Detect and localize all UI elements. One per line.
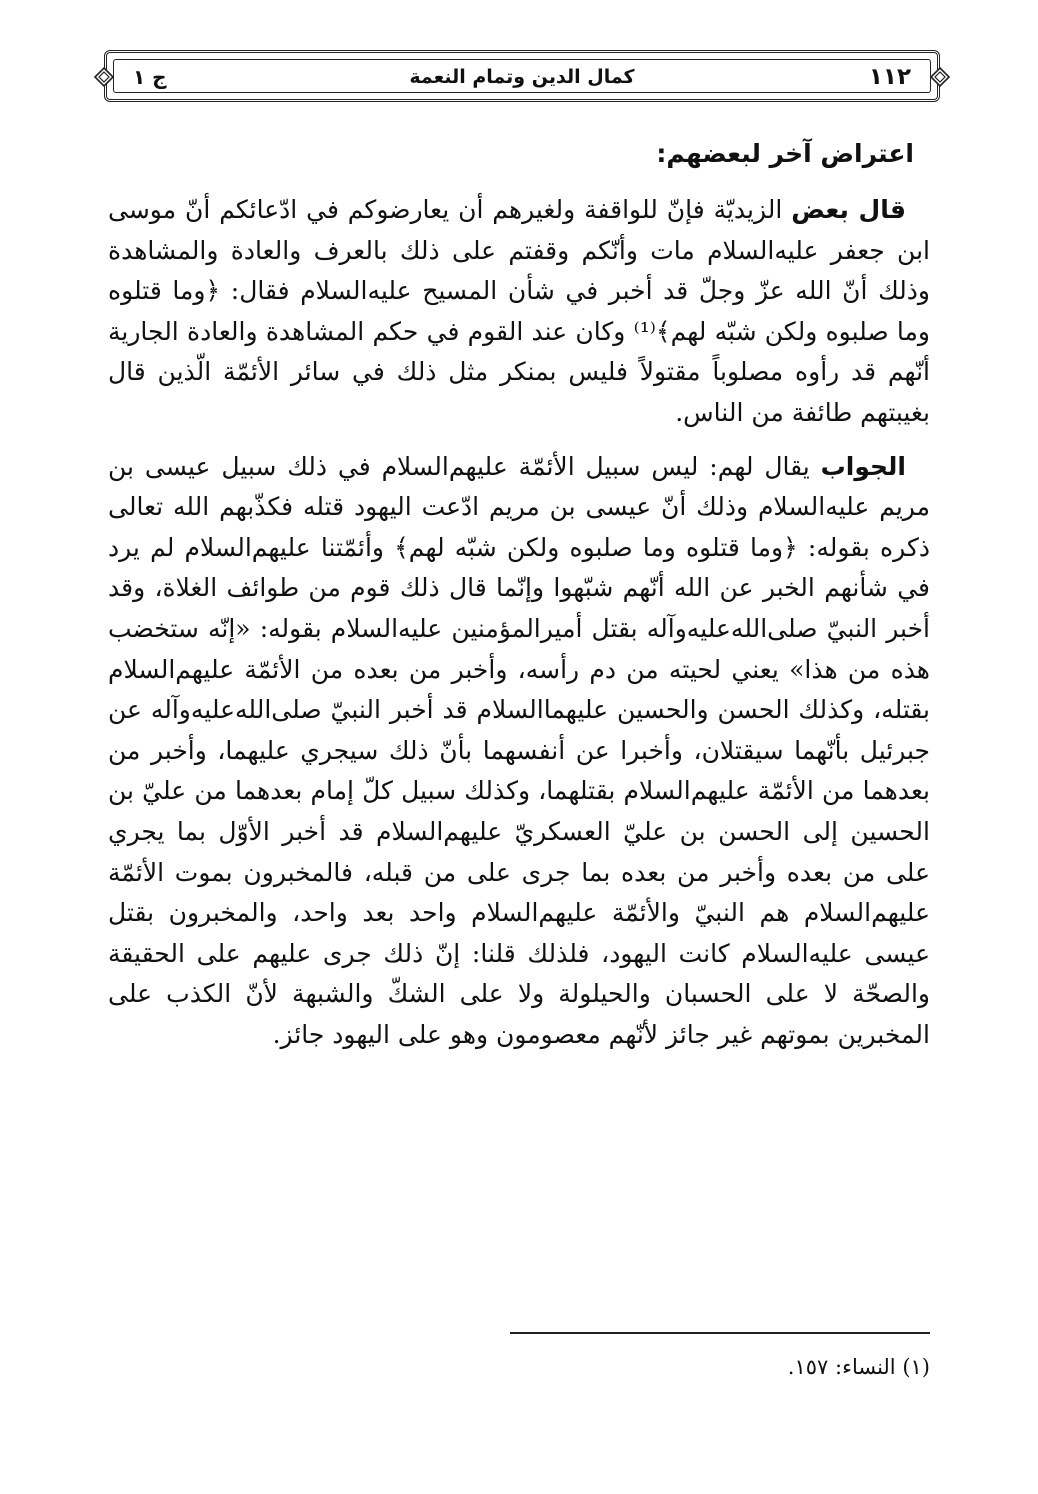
page-header xyxy=(104,50,940,102)
page-number: ١١٢ xyxy=(868,64,911,90)
paragraph-text: الزيديّة فإنّ للواقفة ولغيرهم أن يعارضوكم في ادّعائكم أنّ موسى ابن جعفر عليه‌السلام مات وأنّكم وقفتم على ذلك بالعرف والعادة والمشاهدة وذلك أنّ الله عزّ وجلّ قد أخبر في شأن المسيح عليه‌السلام فقال: ﴿وما قتلوه وما صلبوه ولكن شبّه لهم﴾⁽¹⁾ وكان عند القوم في حكم المشاهدة والعادة الجارية أنّهم قد رأوه مصلوباً مقتولاً فليس بمنكر مثل ذلك في سائر الأئمّة الّذين قال بغيبتهم طائفة من الناس. xyxy=(108,195,930,427)
paragraph-text: يقال لهم: ليس سبيل الأئمّة عليهم‌السلام في ذلك سبيل عيسى بن مريم عليه‌السلام وذلك أنّ عيسى بن مريم ادّعت اليهود قتله فكذّبهم الله تعالى ذكره بقوله: ﴿وما قتلوه وما صلبوه ولكن شبّه لهم﴾ وأئمّتنا عليهم‌السلام لم يرد في شأنهم الخبر عن الله أنّهم شبّهوا وإنّما قال ذلك قوم من طوائف الغلاة، وقد أخبر النبيّ صلى‌الله‌عليه‌وآله بقتل أميرالمؤمنين عليه‌السلام بقوله: «إنّه ستخضب هذه من هذا» يعني لحيته من دم رأسه، وأخبر من بعده من الأئمّة عليهم‌السلام بقتله، وكذلك الحسن والحسين عليهما‌السلام قد أخبر النبيّ صلى‌الله‌عليه‌وآله عن جبرئيل بأنّهما سيقتلان، وأخبرا عن أنفسهما بأنّ ذلك سيجري عليهما، وأخبر من بعدهما من الأئمّة عليهم‌السلام بقتلهما، وكذلك سبيل كلّ إمام بعدهما من عليّ بن الحسين إلى الحسن بن عليّ العسكريّ عليهم‌السلام قد أخبر الأوّل بما يجري على من بعده وأخبر من بعده بما جرى على من قبله، فالمخبرون بموت الأئمّة عليهم‌السلام هم النبيّ والأئمّة عليهم‌السلام واحد بعد واحد، والمخبرون بقتل عيسى عليه‌السلام كانت اليهود، فلذلك قلنا: إنّ ذلك جرى عليهم على الحقيقة والصحّة لا على الحسبان والحيلولة ولا على الشكّ والشبهة لأنّ الكذب على المخبرين بموتهم غير جائز لأنّهم معصومون وهو على اليهود جائز. xyxy=(108,451,930,1049)
paragraph-lead: الجواب xyxy=(820,451,906,481)
page-body xyxy=(108,132,930,1068)
footnote: (١) النساء: ١٥٧. xyxy=(787,1355,930,1379)
volume-label: ج ١ xyxy=(133,65,167,89)
paragraph-answer xyxy=(108,447,930,1056)
running-title: كمال الدين وتمام النعمة xyxy=(409,66,635,88)
section-heading: اعتراض آخر لبعضهم: xyxy=(656,139,914,168)
paragraph-objection xyxy=(108,190,930,434)
paragraph-lead: قال بعض xyxy=(791,195,906,224)
footnote-divider xyxy=(510,1332,930,1334)
